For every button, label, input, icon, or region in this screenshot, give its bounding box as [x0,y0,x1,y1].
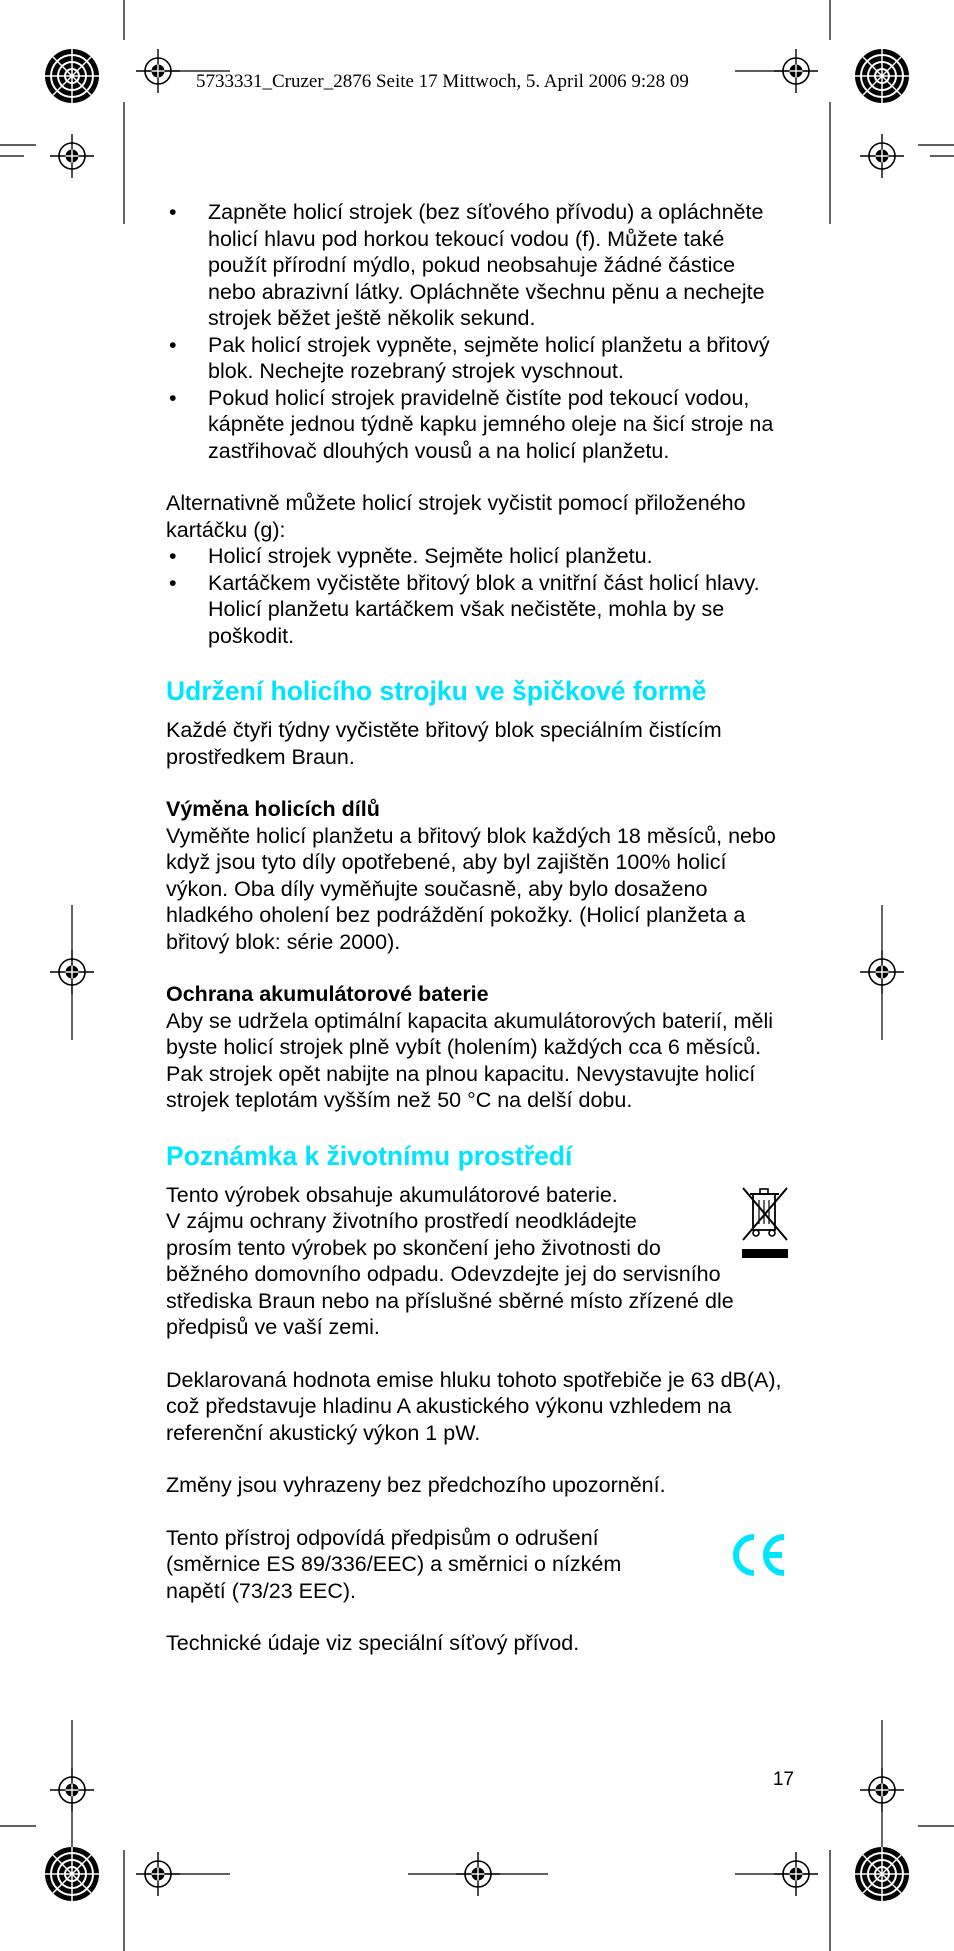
section-title-environment: Poznámka k životnímu prostředí [166,1140,573,1171]
noise-declaration: Deklarovaná hodnota emise hluku tohoto spotřebiče je 63 dB(A), což představuje hladinu A akustického výkonu vzhledem na referenční akustický výkon 1 pW. [166,1367,782,1445]
cleaning-steps-list [166,199,788,464]
weee-rest: běžného domovního odpadu. Odevzdejte jej do servisního střediska Braun nebo na příslušné sběrné místo zřízené dle předpisů ve vaší zemi. [166,1262,734,1339]
print-slug: 5733331_Cruzer_2876 Seite 17 Mittwoch, 5. April 2006 9:28 09 [196,71,689,92]
parts-text: Vyměňte holicí planžetu a břitový blok každých 18 měsíců, nebo když jsou tyto díly opotřebené, aby byl zajištěn 100% holicí výkon. Oba díly vyměňujte současně, aby bylo dosaženo hladkého oholení bez podráždění pokožky. (Holicí planžeta a břitový blok: série 2000). [166,823,776,954]
page-content [166,199,788,1657]
list-item: • Pak holicí strojek vypněte, sejměte holicí planžetu a břitový blok. Nechejte rozebraný strojek vyschnout. [166,332,788,385]
list-item: • Pokud holicí strojek pravidelně čistíte pod tekoucí vodou, kápněte jednou týdně kapku jemného oleje na šicí stroje na zastřihovač dlouhých vousů a na holicí planžetu. [166,385,788,465]
weee-line-1: Tento výrobek obsahuje akumulátorové baterie. [166,1182,618,1207]
weee-line-2: V zájmu ochrany životního prostředí neodkládejte [166,1209,637,1233]
maintenance-intro: Každé čtyři týdny vyčistěte břitový blok speciálním čistícím prostředkem Braun. [166,718,722,769]
weee-line-3: prosím tento výrobek po skončení jeho životnosti do [166,1235,661,1260]
list-item: • Zapněte holicí strojek (bez síťového přívodu) a opláchněte holicí hlavu pod horkou tekoucí vodou (f). Můžete také použít přírodní mýdlo, pokud neobsahuje žádné částice nebo abrazivní látky. Opláchněte všechnu pěnu a nechejte strojek běžet ještě několik sekund. [166,199,788,332]
list-item: • Kartáčkem vyčistěte břitový blok a vnitřní část holicí hlavy. Holicí planžetu kartáčkem však nečistěte, mohla by se poškodit. [166,570,788,650]
page-number: 17 [772,1769,794,1790]
ce-line-1: Tento přístroj odpovídá předpisům o odrušení [166,1525,599,1550]
technical-data-note: Technické údaje viz speciální síťový přívod. [166,1631,580,1655]
brush-steps-list [166,543,788,649]
crossed-out-wheelie-bin-icon [739,1184,791,1264]
alternative-intro: Alternativně můžete holicí strojek vyčistit pomocí přiloženého kartáčku (g): [166,491,746,542]
battery-text: Aby se udržela optimální kapacita akumulátorových baterií, měli byste holicí strojek plně vybít (holením) každých cca 6 měsíců. Pak strojek opět nabijte na plnou kapacitu. Nevystavujte holicí strojek teplotám vyšším než 50 °C na delší dobu. [166,1008,774,1112]
ce-line-3: napětí (73/23 EEC). [166,1578,357,1603]
list-item: • Holicí strojek vypněte. Sejměte holicí planžetu. [166,543,788,570]
battery-heading: Ochrana akumulátorové baterie [166,982,489,1006]
weee-notice [166,1182,788,1341]
ce-line-2: (směrnice ES 89/336/EEC) a směrnici o nízkém [166,1552,622,1576]
ce-mark-icon [728,1531,788,1579]
ce-notice [166,1525,788,1605]
changes-notice: Změny jsou vyhrazeny bez předchozího upozornění. [166,1473,666,1497]
section-title-maintenance: Udržení holicího strojku ve špičkové formě [166,676,707,706]
parts-heading: Výměna holicích dílů [166,797,380,821]
